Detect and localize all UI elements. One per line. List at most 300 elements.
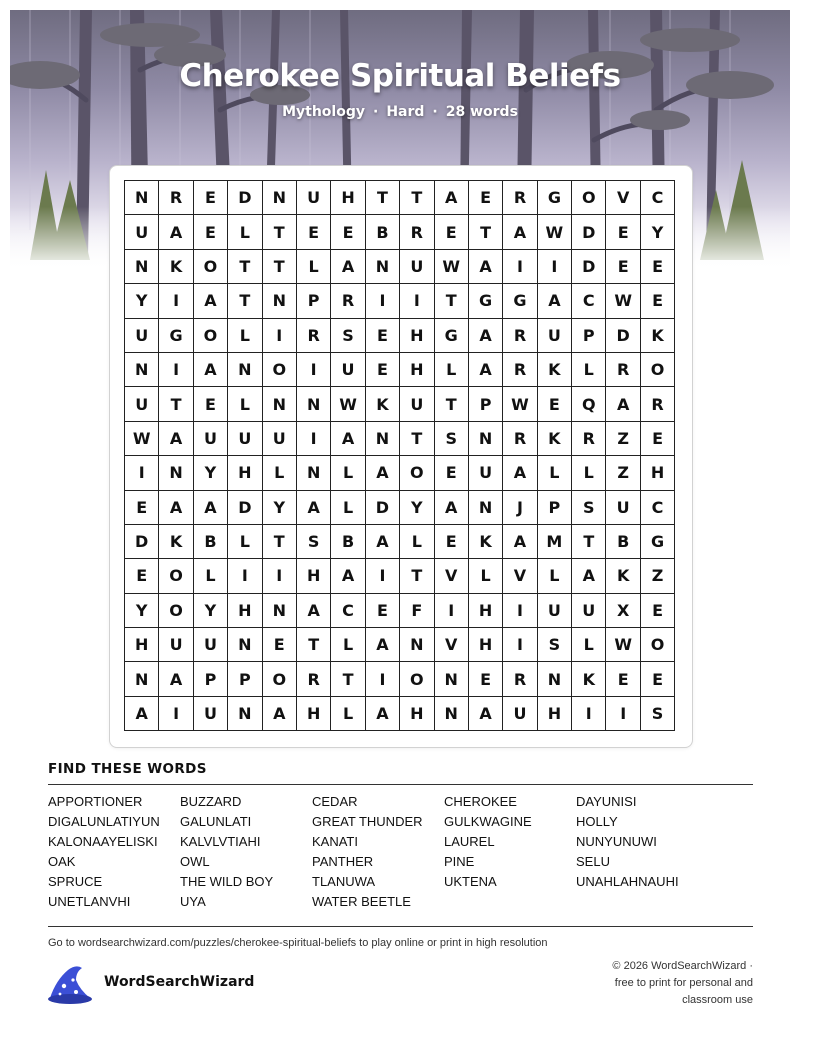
grid-cell[interactable]: U	[159, 628, 193, 662]
grid-cell[interactable]: I	[263, 319, 297, 353]
grid-cell[interactable]: A	[435, 181, 469, 215]
grid-cell[interactable]: E	[641, 594, 675, 628]
grid-cell[interactable]: A	[331, 250, 365, 284]
grid-cell[interactable]: O	[159, 594, 193, 628]
grid-cell[interactable]: G	[435, 319, 469, 353]
grid-cell[interactable]: I	[400, 284, 434, 318]
grid-cell[interactable]: A	[435, 491, 469, 525]
grid-cell[interactable]: E	[331, 215, 365, 249]
grid-cell[interactable]: E	[606, 662, 640, 696]
word-list-item: APPORTIONER	[48, 794, 143, 809]
grid-cell[interactable]: R	[297, 319, 331, 353]
grid-cell[interactable]: T	[331, 662, 365, 696]
grid-cell[interactable]: A	[469, 353, 503, 387]
grid-cell[interactable]: G	[469, 284, 503, 318]
grid-cell[interactable]: O	[641, 353, 675, 387]
grid-cell[interactable]: L	[538, 456, 572, 490]
word-list-item: UNETLANVHI	[48, 894, 131, 909]
grid-cell[interactable]: A	[159, 491, 193, 525]
difficulty-label: Hard	[386, 104, 425, 120]
word-list-item: DIGALUNLATIYUN	[48, 814, 160, 829]
grid-cell[interactable]: R	[503, 181, 537, 215]
grid-cell[interactable]: R	[503, 662, 537, 696]
grid-cell[interactable]: R	[331, 284, 365, 318]
grid-cell[interactable]: A	[125, 697, 159, 731]
grid-cell[interactable]: I	[159, 353, 193, 387]
grid-cell[interactable]: K	[572, 662, 606, 696]
grid-cell[interactable]: C	[572, 284, 606, 318]
grid-cell[interactable]: D	[606, 319, 640, 353]
grid-cell[interactable]: N	[263, 181, 297, 215]
grid-cell[interactable]: A	[263, 697, 297, 731]
grid-cell[interactable]: E	[469, 181, 503, 215]
grid-cell[interactable]: I	[228, 559, 262, 593]
grid-cell[interactable]: I	[538, 250, 572, 284]
grid-cell[interactable]: L	[435, 353, 469, 387]
grid-cell[interactable]: E	[606, 250, 640, 284]
grid-cell[interactable]: L	[228, 319, 262, 353]
grid-cell[interactable]: T	[263, 215, 297, 249]
grid-cell[interactable]: X	[606, 594, 640, 628]
grid-cell[interactable]: E	[435, 215, 469, 249]
grid-cell[interactable]: K	[641, 319, 675, 353]
grid-cell[interactable]: N	[366, 250, 400, 284]
copyright-line: classroom use	[682, 994, 753, 1006]
grid-cell[interactable]: I	[159, 697, 193, 731]
grid-cell[interactable]: O	[263, 662, 297, 696]
grid-cell[interactable]: L	[331, 628, 365, 662]
grid-cell[interactable]: H	[228, 456, 262, 490]
grid-cell[interactable]: O	[194, 319, 228, 353]
copyright-notice	[553, 958, 753, 1009]
grid-cell[interactable]: A	[297, 491, 331, 525]
grid-cell[interactable]: K	[538, 422, 572, 456]
word-list-item: OAK	[48, 854, 76, 869]
grid-cell[interactable]: A	[606, 387, 640, 421]
grid-cell[interactable]: Y	[125, 594, 159, 628]
word-list-item: GALUNLATI	[180, 814, 252, 829]
grid-cell[interactable]: C	[641, 181, 675, 215]
grid-cell[interactable]: T	[572, 525, 606, 559]
grid-cell[interactable]: U	[125, 319, 159, 353]
grid-cell[interactable]: N	[263, 284, 297, 318]
grid-cell[interactable]: V	[606, 181, 640, 215]
grid-cell[interactable]: O	[263, 353, 297, 387]
grid-cell[interactable]: W	[503, 387, 537, 421]
word-list-item: SELU	[576, 854, 610, 869]
word-list-item: CEDAR	[312, 794, 358, 809]
grid-cell[interactable]: S	[331, 319, 365, 353]
word-list-item: PANTHER	[312, 854, 374, 869]
grid-cell[interactable]: Z	[606, 456, 640, 490]
grid-cell[interactable]: L	[263, 456, 297, 490]
grid-cell[interactable]: S	[572, 491, 606, 525]
letter-grid	[124, 180, 675, 731]
grid-cell[interactable]: I	[366, 559, 400, 593]
grid-cell[interactable]: G	[503, 284, 537, 318]
grid-cell[interactable]: T	[400, 181, 434, 215]
grid-cell[interactable]: H	[297, 697, 331, 731]
grid-cell[interactable]: U	[572, 594, 606, 628]
grid-cell[interactable]: E	[641, 662, 675, 696]
grid-cell[interactable]: U	[469, 456, 503, 490]
grid-cell[interactable]: N	[159, 456, 193, 490]
grid-cell[interactable]: L	[538, 559, 572, 593]
word-list	[48, 794, 753, 910]
page-title: Cherokee Spiritual Beliefs	[179, 58, 621, 94]
grid-cell[interactable]: Y	[400, 491, 434, 525]
grid-cell[interactable]: U	[400, 387, 434, 421]
word-list-item: BUZZARD	[180, 794, 242, 809]
grid-cell[interactable]: S	[538, 628, 572, 662]
grid-cell[interactable]: A	[469, 250, 503, 284]
grid-cell[interactable]: E	[125, 491, 159, 525]
grid-cell[interactable]: H	[469, 628, 503, 662]
grid-cell[interactable]: H	[297, 559, 331, 593]
grid-cell[interactable]: R	[503, 319, 537, 353]
grid-cell[interactable]: E	[125, 559, 159, 593]
grid-cell[interactable]: I	[366, 662, 400, 696]
grid-cell[interactable]: Y	[125, 284, 159, 318]
grid-cell[interactable]: E	[366, 594, 400, 628]
grid-cell[interactable]: E	[469, 662, 503, 696]
grid-cell[interactable]: U	[606, 491, 640, 525]
grid-cell[interactable]: I	[503, 628, 537, 662]
grid-cell[interactable]: U	[538, 319, 572, 353]
grid-cell[interactable]: W	[331, 387, 365, 421]
grid-cell[interactable]: N	[263, 594, 297, 628]
grid-cell[interactable]: U	[125, 215, 159, 249]
grid-cell[interactable]: F	[400, 594, 434, 628]
grid-cell[interactable]: N	[435, 662, 469, 696]
grid-cell[interactable]: T	[228, 284, 262, 318]
grid-cell[interactable]: A	[503, 456, 537, 490]
grid-cell[interactable]: A	[297, 594, 331, 628]
grid-cell[interactable]: L	[228, 525, 262, 559]
grid-cell[interactable]: K	[469, 525, 503, 559]
grid-cell[interactable]: Y	[641, 215, 675, 249]
grid-cell[interactable]: E	[366, 319, 400, 353]
grid-cell[interactable]: B	[606, 525, 640, 559]
grid-cell[interactable]: N	[125, 181, 159, 215]
grid-cell[interactable]: E	[641, 250, 675, 284]
word-list-item: UYA	[180, 894, 206, 909]
grid-cell[interactable]: L	[297, 250, 331, 284]
grid-cell[interactable]: I	[297, 422, 331, 456]
grid-cell[interactable]: Q	[572, 387, 606, 421]
grid-cell[interactable]: O	[400, 662, 434, 696]
grid-cell[interactable]: N	[297, 387, 331, 421]
grid-cell[interactable]: M	[538, 525, 572, 559]
word-list-item: UNAHLAHNAUHI	[576, 874, 679, 889]
grid-cell[interactable]: N	[228, 628, 262, 662]
word-list-item: THE WILD BOY	[180, 874, 274, 889]
grid-cell[interactable]: N	[228, 353, 262, 387]
word-list-item: WATER BEETLE	[312, 894, 411, 909]
grid-cell[interactable]: U	[331, 353, 365, 387]
grid-cell[interactable]: N	[366, 422, 400, 456]
grid-cell[interactable]: A	[366, 697, 400, 731]
grid-cell[interactable]: R	[572, 422, 606, 456]
grid-cell[interactable]: E	[366, 353, 400, 387]
grid-cell[interactable]: L	[331, 697, 365, 731]
grid-cell[interactable]: O	[159, 559, 193, 593]
grid-cell[interactable]: D	[572, 250, 606, 284]
grid-cell[interactable]: P	[572, 319, 606, 353]
grid-cell[interactable]: N	[125, 353, 159, 387]
grid-cell[interactable]: T	[159, 387, 193, 421]
grid-cell[interactable]: T	[263, 525, 297, 559]
grid-cell[interactable]: B	[331, 525, 365, 559]
grid-cell[interactable]: A	[469, 697, 503, 731]
word-list-item: GULKWAGINE	[444, 814, 532, 829]
grid-cell[interactable]: I	[125, 456, 159, 490]
grid-cell[interactable]: U	[538, 594, 572, 628]
grid-cell[interactable]: B	[366, 215, 400, 249]
grid-cell[interactable]: E	[194, 181, 228, 215]
grid-cell[interactable]: E	[297, 215, 331, 249]
word-list-item: PINE	[444, 854, 475, 869]
grid-cell[interactable]: U	[125, 387, 159, 421]
grid-cell[interactable]: R	[503, 422, 537, 456]
word-list-item: GREAT THUNDER	[312, 814, 423, 829]
grid-cell[interactable]: V	[435, 559, 469, 593]
grid-cell[interactable]: W	[435, 250, 469, 284]
word-list-item: DAYUNISI	[576, 794, 637, 809]
grid-cell[interactable]: P	[297, 284, 331, 318]
word-list-heading: FIND THESE WORDS	[48, 761, 207, 777]
grid-cell[interactable]: H	[228, 594, 262, 628]
grid-cell[interactable]: H	[400, 697, 434, 731]
grid-cell[interactable]: S	[435, 422, 469, 456]
grid-cell[interactable]: E	[435, 525, 469, 559]
grid-cell[interactable]: P	[469, 387, 503, 421]
grid-cell[interactable]: C	[641, 491, 675, 525]
grid-cell[interactable]: A	[159, 662, 193, 696]
grid-cell[interactable]: A	[194, 284, 228, 318]
word-list-item: KALONAAYELISKI	[48, 834, 158, 849]
grid-cell[interactable]: E	[263, 628, 297, 662]
grid-cell[interactable]: R	[641, 387, 675, 421]
grid-cell[interactable]: H	[125, 628, 159, 662]
grid-cell[interactable]: I	[503, 594, 537, 628]
grid-cell[interactable]: R	[606, 353, 640, 387]
grid-cell[interactable]: O	[194, 250, 228, 284]
grid-cell[interactable]: I	[606, 697, 640, 731]
grid-cell[interactable]: O	[400, 456, 434, 490]
grid-cell[interactable]: R	[503, 353, 537, 387]
grid-cell[interactable]: E	[435, 456, 469, 490]
grid-cell[interactable]: U	[228, 422, 262, 456]
grid-cell[interactable]: G	[641, 525, 675, 559]
grid-cell[interactable]: L	[572, 456, 606, 490]
grid-cell[interactable]: H	[469, 594, 503, 628]
grid-cell[interactable]: D	[125, 525, 159, 559]
grid-cell[interactable]: V	[503, 559, 537, 593]
grid-cell[interactable]: L	[331, 491, 365, 525]
grid-cell[interactable]: N	[125, 250, 159, 284]
grid-cell[interactable]: L	[228, 215, 262, 249]
grid-cell[interactable]: T	[228, 250, 262, 284]
grid-cell[interactable]: H	[641, 456, 675, 490]
copyright-line: © 2026 WordSearchWizard ·	[612, 960, 753, 972]
grid-cell[interactable]: U	[503, 697, 537, 731]
word-list-item: UKTENA	[444, 874, 497, 889]
grid-cell[interactable]: E	[538, 387, 572, 421]
grid-cell[interactable]: R	[297, 662, 331, 696]
grid-cell[interactable]: H	[400, 353, 434, 387]
grid-cell[interactable]: T	[435, 387, 469, 421]
word-list-item: OWL	[180, 854, 210, 869]
grid-cell[interactable]: C	[331, 594, 365, 628]
grid-cell[interactable]: L	[331, 456, 365, 490]
word-list-item: TLANUWA	[312, 874, 376, 889]
play-online-link[interactable]: Go to wordsearchwizard.com/puzzles/cherokee-spiritual-beliefs to play online or print in high resolution	[48, 937, 548, 949]
grid-cell[interactable]: N	[538, 662, 572, 696]
grid-cell[interactable]: D	[366, 491, 400, 525]
grid-cell[interactable]: J	[503, 491, 537, 525]
grid-cell[interactable]: A	[503, 525, 537, 559]
grid-cell[interactable]: A	[159, 215, 193, 249]
grid-cell[interactable]: P	[228, 662, 262, 696]
grid-cell[interactable]: L	[194, 559, 228, 593]
grid-cell[interactable]: N	[297, 456, 331, 490]
grid-cell[interactable]: S	[641, 697, 675, 731]
grid-cell[interactable]: L	[228, 387, 262, 421]
grid-cell[interactable]: D	[228, 491, 262, 525]
grid-cell[interactable]: N	[400, 628, 434, 662]
grid-cell[interactable]: A	[194, 353, 228, 387]
grid-cell[interactable]: Z	[641, 559, 675, 593]
grid-cell[interactable]: A	[159, 422, 193, 456]
grid-cell[interactable]: L	[572, 353, 606, 387]
grid-cell[interactable]: I	[366, 284, 400, 318]
grid-cell[interactable]: P	[538, 491, 572, 525]
grid-cell[interactable]: E	[194, 387, 228, 421]
grid-cell[interactable]: D	[228, 181, 262, 215]
grid-cell[interactable]: W	[606, 628, 640, 662]
grid-cell[interactable]: L	[572, 628, 606, 662]
grid-cell[interactable]: E	[641, 284, 675, 318]
grid-cell[interactable]: A	[194, 491, 228, 525]
grid-cell[interactable]: N	[125, 662, 159, 696]
grid-cell[interactable]: K	[366, 387, 400, 421]
grid-cell[interactable]: H	[331, 181, 365, 215]
grid-cell[interactable]: T	[297, 628, 331, 662]
grid-cell[interactable]: Y	[263, 491, 297, 525]
grid-cell[interactable]: B	[194, 525, 228, 559]
grid-cell[interactable]: O	[641, 628, 675, 662]
grid-cell[interactable]: L	[400, 525, 434, 559]
word-count-label: 28 words	[445, 104, 518, 120]
grid-cell[interactable]: N	[435, 697, 469, 731]
grid-cell[interactable]: K	[159, 250, 193, 284]
grid-cell[interactable]: O	[572, 181, 606, 215]
word-list-item: CHEROKEE	[444, 794, 517, 809]
grid-cell[interactable]: E	[194, 215, 228, 249]
grid-cell[interactable]: A	[572, 559, 606, 593]
grid-cell[interactable]: U	[194, 628, 228, 662]
brand-name: WordSearchWizard	[104, 974, 255, 990]
grid-cell[interactable]: A	[331, 559, 365, 593]
word-list-item: NUNYUNUWI	[576, 834, 657, 849]
grid-cell[interactable]: N	[469, 491, 503, 525]
grid-cell[interactable]: H	[400, 319, 434, 353]
grid-cell[interactable]: K	[538, 353, 572, 387]
grid-cell[interactable]: N	[263, 387, 297, 421]
grid-cell[interactable]: I	[572, 697, 606, 731]
grid-cell[interactable]: W	[606, 284, 640, 318]
puzzle-meta: Mythology · Hard · 28 words	[282, 104, 518, 120]
grid-cell[interactable]: Z	[606, 422, 640, 456]
grid-cell[interactable]: U	[263, 422, 297, 456]
grid-cell[interactable]: N	[228, 697, 262, 731]
grid-cell[interactable]: U	[194, 697, 228, 731]
grid-cell[interactable]: T	[400, 422, 434, 456]
grid-cell[interactable]: T	[469, 215, 503, 249]
grid-cell[interactable]: L	[469, 559, 503, 593]
grid-cell[interactable]: U	[400, 250, 434, 284]
grid-cell[interactable]: U	[297, 181, 331, 215]
grid-cell[interactable]: A	[469, 319, 503, 353]
grid-cell[interactable]: A	[366, 525, 400, 559]
grid-cell[interactable]: U	[194, 422, 228, 456]
grid-cell[interactable]: K	[159, 525, 193, 559]
grid-cell[interactable]: I	[435, 594, 469, 628]
grid-cell[interactable]: G	[538, 181, 572, 215]
grid-cell[interactable]: I	[263, 559, 297, 593]
grid-cell[interactable]: A	[331, 422, 365, 456]
grid-cell[interactable]: I	[297, 353, 331, 387]
divider	[48, 926, 753, 927]
grid-cell[interactable]: W	[538, 215, 572, 249]
puzzle-grid-card	[109, 165, 693, 748]
grid-cell[interactable]: I	[159, 284, 193, 318]
grid-cell[interactable]: Y	[194, 594, 228, 628]
grid-cell[interactable]: R	[400, 215, 434, 249]
grid-cell[interactable]: T	[366, 181, 400, 215]
grid-cell[interactable]: T	[400, 559, 434, 593]
grid-cell[interactable]: I	[503, 250, 537, 284]
grid-cell[interactable]: K	[606, 559, 640, 593]
grid-cell[interactable]: R	[159, 181, 193, 215]
wizard-hat-icon	[46, 964, 94, 1011]
word-list-item: LAUREL	[444, 834, 495, 849]
divider	[48, 784, 753, 785]
grid-cell[interactable]: S	[297, 525, 331, 559]
grid-cell[interactable]: P	[194, 662, 228, 696]
grid-cell[interactable]: E	[641, 422, 675, 456]
copyright-line: free to print for personal and	[614, 977, 753, 989]
grid-cell[interactable]: D	[572, 215, 606, 249]
word-list-item: KANATI	[312, 834, 358, 849]
grid-cell[interactable]: H	[538, 697, 572, 731]
grid-cell[interactable]: V	[435, 628, 469, 662]
grid-cell[interactable]: Y	[194, 456, 228, 490]
grid-cell[interactable]: W	[125, 422, 159, 456]
grid-cell[interactable]: A	[366, 456, 400, 490]
grid-cell[interactable]: N	[469, 422, 503, 456]
grid-cell[interactable]: A	[366, 628, 400, 662]
grid-cell[interactable]: T	[263, 250, 297, 284]
grid-cell[interactable]: A	[538, 284, 572, 318]
grid-cell[interactable]: E	[606, 215, 640, 249]
word-list-item: KALVLVTIAHI	[180, 834, 261, 849]
grid-cell[interactable]: T	[435, 284, 469, 318]
word-list-item: HOLLY	[576, 814, 618, 829]
grid-cell[interactable]: A	[503, 215, 537, 249]
grid-cell[interactable]: G	[159, 319, 193, 353]
